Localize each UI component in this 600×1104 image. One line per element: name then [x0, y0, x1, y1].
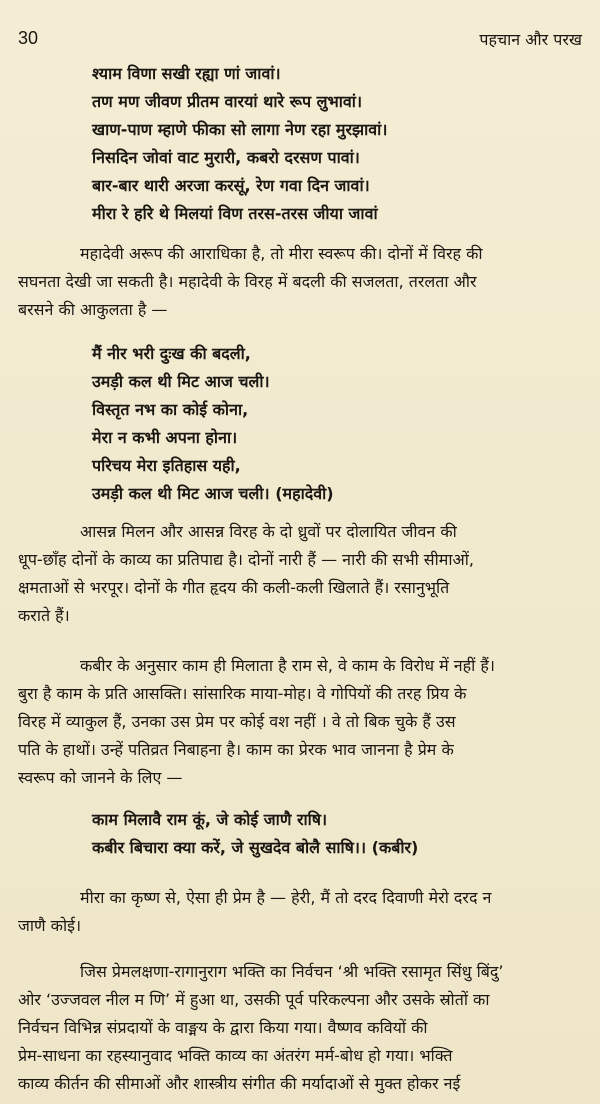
verse-line-last: [92, 834, 418, 862]
paragraph-line: क्षमताओं से भरपूर। दोनों के गीत हृदय की कली-कली खिलाते हैं। रसानुभूति: [18, 578, 450, 597]
paragraph-bhakti: [18, 958, 584, 1098]
verse-line-text: उमड़ी कल थी मिट आज चली।: [92, 484, 270, 503]
paragraph-comparison: [18, 518, 584, 630]
verse-line: मीरा रे हरि थे मिलयां विण तरस-तरस जीया जावां: [92, 204, 378, 223]
attribution: (कबीर): [371, 838, 419, 857]
verse-meera: [92, 60, 387, 228]
paragraph-line: बुरा है काम के प्रति आसक्ति। सांसारिक माया-मोह। वे गोपियों की तरह प्रिय के: [18, 684, 467, 703]
verse-line: उमड़ी कल थी मिट आज चली।: [92, 372, 270, 391]
verse-line: खाण-पाण म्हाणे फीका सो लागा नेण रहा मुरझावां।: [92, 120, 388, 139]
paragraph-line: पति के हाथों। उन्हें पतिव्रत निबाहना है। काम का प्रेरक भाव जानना है प्रेम के: [18, 740, 454, 759]
paragraph-meera-love: [18, 884, 584, 940]
paragraph-mahadevi: [18, 240, 584, 324]
paragraph-line: महादेवी अरूप की आराधिका है, तो मीरा स्वरूप की। दोनों में विरह की: [80, 244, 483, 263]
paragraph-line: कबीर के अनुसार काम ही मिलाता है राम से, वे काम के विरोध में नहीं हैं।: [80, 656, 495, 675]
verse-mahadevi: [92, 340, 334, 508]
verse-line: श्याम विणा सखी रह्या णां जावां।: [92, 64, 281, 83]
attribution: (महादेवी): [275, 484, 334, 503]
paragraph-line: जाणै कोई।: [18, 916, 82, 935]
verse-line: मैं नीर भरी दुःख की बदली,: [92, 344, 251, 363]
paragraph-line: विरह में व्याकुल हैं, उनका उस प्रेम पर कोई वश नहीं । वे तो बिक चुके हैं उस: [18, 712, 456, 731]
paragraph-line: ओर ‘उज्जवल नील म णि’ में हुआ था, उसकी पूर्व परिकल्पना और उसके स्रोतों का: [18, 990, 490, 1009]
verse-line: मेरा न कभी अपना होना।: [92, 428, 238, 447]
paragraph-line: काव्य कीर्तन की सीमाओं और शास्त्रीय संगीत की मर्यादाओं से मुक्त होकर नई: [18, 1074, 461, 1093]
paragraph-line: बरसने की आकुलता है —: [18, 300, 168, 319]
verse-line: विस्तृत नभ का कोई कोना,: [92, 400, 249, 419]
paragraph-line: प्रेम-साधना का रहस्यानुवाद भक्ति काव्य का अंतरंग मर्म-बोध हो गया। भक्ति: [18, 1046, 453, 1065]
page-header: [18, 28, 582, 52]
paragraph-line: स्वरूप को जानने के लिए —: [18, 768, 183, 787]
paragraph-line: धूप-छाँह दोनों के काव्य का प्रतिपाद्य है। दोनों नारी हैं — नारी की सभी सीमाओं,: [18, 550, 474, 569]
paragraph-line: निर्वचन विभिन्न संप्रदायों के वाङ्मय के द्वारा किया गया। वैष्णव कवियों की: [18, 1018, 428, 1037]
verse-line-text: कबीर बिचारा क्या करें, जे सुखदेव बोलै साषि।।: [92, 838, 367, 857]
running-title: पहचान और परख: [479, 30, 582, 49]
verse-line: निसदिन जोवां वाट मुरारी, कबरो दरसण पावां।: [92, 148, 360, 167]
paragraph-kabir: [18, 652, 584, 792]
paragraph-line: सघनता देखी जा सकती है। महादेवी के विरह में बदली की सजलता, तरलता और: [18, 272, 477, 291]
paragraph-line: आसन्न मिलन और आसन्न विरह के दो ध्रुवों पर दोलायित जीवन की: [80, 522, 457, 541]
paragraph-line: कराते हैं।: [18, 606, 70, 625]
verse-kabir: [92, 806, 418, 862]
verse-line: परिचय मेरा इतिहास यही,: [92, 456, 241, 475]
verse-line-last: [92, 480, 334, 508]
paragraph-line: मीरा का कृष्ण से, ऐसा ही प्रेम है — हेरी, मैं तो दरद दिवाणी मेरो दरद न: [80, 888, 492, 907]
page-number: 30: [18, 28, 39, 48]
verse-line: तण मण जीवण प्रीतम वारयां थारे रूप लुभावां।: [92, 92, 363, 111]
verse-line: बार-बार थारी अरजा करसूं, रेण गवा दिन जावां।: [92, 176, 370, 195]
verse-line: काम मिलावै राम कूं, जे कोई जाणै राषि।: [92, 810, 328, 829]
paragraph-line: जिस प्रेमलक्षणा-रागानुराग भक्ति का निर्वचन ‘श्री भक्ति रसामृत सिंधु बिंदु’: [80, 962, 504, 981]
